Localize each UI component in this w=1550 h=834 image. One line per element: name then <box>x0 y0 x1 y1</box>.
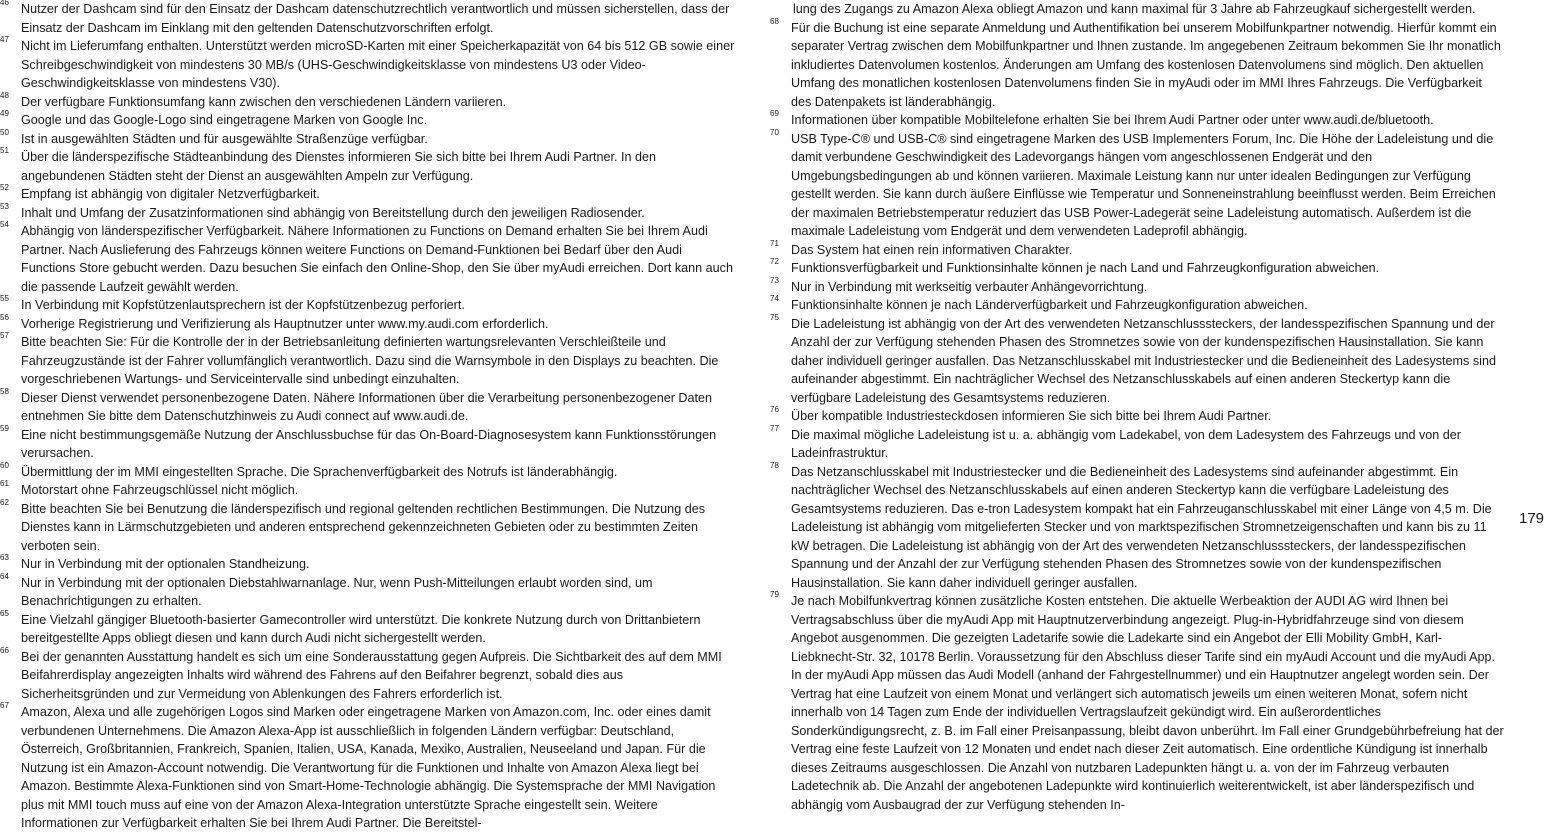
footnote-text: Eine Vielzahl gängiger Bluetooth-basierter Gamecontroller wird unterstützt. Die konkrete Nutzung durch von Drittanbietern bereitgestellte Apps obliegt diesen und kann durch Audi nicht sichergestellt werden. <box>21 612 701 645</box>
footnote-number: 78 <box>770 460 779 470</box>
footnote-item <box>0 201 735 223</box>
footnote-number: 58 <box>0 386 9 396</box>
footnote-number: 53 <box>0 201 9 211</box>
footnote-text: Funktionsverfügbarkeit und Funktionsinhalte können je nach Land und Fahrzeugkonfiguration abweichen. <box>791 261 1380 275</box>
footnote-item <box>770 16 1505 112</box>
footnote-number: 68 <box>770 16 779 26</box>
footnote-item <box>0 645 735 704</box>
footnote-number: 72 <box>770 257 779 266</box>
footnote-item <box>0 37 735 93</box>
footnote-item <box>0 185 735 204</box>
footnote-text: Informationen über kompatible Mobiltelefone erhalten Sie bei Ihrem Audi Partner oder unter www.audi.de/bluetooth. <box>791 113 1434 127</box>
footnote-number: 77 <box>770 423 779 433</box>
footnote-item <box>0 0 735 37</box>
footnote-item <box>770 259 1505 278</box>
footnote-number: 61 <box>0 479 9 488</box>
footnote-text: Empfang ist abhängig von digitaler Netzverfügbarkeit. <box>21 187 320 201</box>
footnote-number: 73 <box>770 275 779 285</box>
footnote-number: 79 <box>770 590 779 599</box>
footnote-text: Bitte beachten Sie: Für die Kontrolle der in der Betriebsanleitung definierten wartungsrelevanten Verschleißteile und Fahrzeugzustände ist der Fahrer vollumfänglich verantwortlich. Dazu sind die Warnsymbole in den Displays zu beachten. Die vorgeschriebenen Wartungs- und Serviceintervalle sind unbedingt einzuhalten. <box>21 335 719 386</box>
footnote-text: Dieser Dienst verwendet personenbezogene Daten. Nähere Informationen über die Verarbeitung personenbezogener Daten entnehmen Sie bitte dem Datenschutzhinweis zu Audi connect auf www.audi.de. <box>21 390 713 423</box>
footnote-text: Google und das Google-Logo sind eingetragene Marken von Google Inc. <box>21 113 428 127</box>
footnote-text: Übermittlung der im MMI eingestellten Sprache. Die Sprachenverfügbarkeit des Notrufs ist länderabhängig. <box>21 464 618 479</box>
footnote-number: 60 <box>0 460 9 470</box>
footnote-item <box>770 296 1505 315</box>
footnote-item <box>0 703 735 833</box>
footnote-number: 65 <box>0 608 9 618</box>
footnote-text: Über kompatible Industriesteckdosen informieren Sie sich bitte bei Ihrem Audi Partner. <box>791 409 1272 423</box>
footnote-number: 46 <box>0 0 9 7</box>
footnote-number: 57 <box>0 331 9 340</box>
footnote-number: 52 <box>0 183 9 192</box>
footnote-item <box>770 460 1505 593</box>
footnotes-left-column <box>0 0 735 833</box>
footnote-text: Vorherige Registrierung und Verifizierung als Hauptnutzer unter www.my.audi.com erforderlich. <box>21 316 549 331</box>
footnote-number: 69 <box>770 109 779 118</box>
footnote-text: Nicht im Lieferumfang enthalten. Unterstützt werden microSD-Karten mit einer Speicherkapazität von 64 bis 512 GB sowie einer Schreibgeschwindigkeit von mindestens 30 MB/s (UHS-Geschwindigkeitsklasse von mindestens U3 oder Video-Geschwindigkeitsklasse von mindestens V30). <box>21 39 735 90</box>
footnote-number: 71 <box>770 238 779 248</box>
footnote-text: Abhängig von länderspezifischer Verfügbarkeit. Nähere Informationen zu Functions on Demand erhalten Sie bei Ihrem Audi Partner. Nach Auslieferung des Fahrzeugs können weitere Functions on Demand-Funktionen bei Bedarf über den Audi Functions Store gebucht werden. Dazu besuchen Sie einfach den Online-Shop, den Sie über myAudi erreichen. Dort kann auch die passende Laufzeit gewählt werden. <box>21 224 733 294</box>
footnote-continuation: lung des Zugangs zu Amazon Alexa obliegt Amazon und kann maximal für 3 Jahre ab Fahrzeugkauf sichergestellt werden. <box>793 2 1476 16</box>
footnote-item <box>0 481 735 500</box>
footnote-text: Inhalt und Umfang der Zusatzinformationen sind abhängig von Bereitstellung durch den jeweiligen Radiosender. <box>21 205 645 220</box>
footnote-number: 76 <box>770 405 779 414</box>
footnote-item <box>0 571 735 611</box>
footnote-number: 67 <box>0 701 9 710</box>
footnote-list <box>0 0 735 833</box>
footnote-item <box>0 333 735 389</box>
footnote-item <box>0 460 735 482</box>
footnote-number: 54 <box>0 220 9 229</box>
footnote-number: 74 <box>770 294 779 303</box>
footnote-number: 51 <box>0 146 9 155</box>
footnote-item <box>0 296 735 315</box>
footnote-number: 70 <box>770 127 779 137</box>
footnote-number: 50 <box>0 127 9 137</box>
footnote-text: Eine nicht bestimmungsgemäße Nutzung der Anschlussbuchse für das On-Board-Diagnosesystem kann Funktionsstörungen verursachen. <box>21 427 717 460</box>
footnote-text: In Verbindung mit Kopfstützenlautsprechern ist der Kopfstützenbezug perforiert. <box>21 298 465 312</box>
footnote-text: Funktionsinhalte können je nach Länderverfügbarkeit und Fahrzeugkonfiguration abweichen. <box>791 298 1308 312</box>
footnote-text: Motorstart ohne Fahrzeugschlüssel nicht möglich. <box>21 483 299 497</box>
footnote-item <box>0 127 735 149</box>
page-number: 179 <box>1519 510 1545 527</box>
footnote-number: 47 <box>0 35 9 44</box>
footnote-number: 63 <box>0 553 9 562</box>
footnote-item <box>0 423 735 463</box>
footnote-text: Die maximal mögliche Ladeleistung ist u. a. abhängig vom Ladekabel, von dem Ladesystem des Fahrzeugs und von der Ladeinfrastruktur. <box>791 427 1461 460</box>
footnote-item <box>770 423 1505 463</box>
footnote-text: Über die länderspezifische Städteanbindung des Dienstes informieren Sie sich bitte bei Ihrem Audi Partner. In den angebundenen Städten steht der Dienst an ausgewählten Ampeln zur Verfügung. <box>21 150 656 183</box>
footnote-text: Amazon, Alexa und alle zugehörigen Logos sind Marken oder eingetragene Marken von Amazon.com, Inc. oder eines damit verbundenen Unternehmens. Die Amazon Alexa-App ist ausschließlich in folgenden Ländern verfügbar: Deutschland, Österreich, Großbritannien, Frankreich, Spanien, Italien, USA, Kanada, Mexiko, Australien, Neuseeland und Japan. Für die Nutzung ist ein Amazon-Account notwendig. Die Verantwortung für die Funktionen und Inhalte von Amazon Alexa liegt bei Amazon. Bestimmte Alexa-Funktionen sind von Smart-Home-Technologie abhängig. Die Systemsprache der MMI Navigation plus mit MMI touch muss auf eine von der Amazon Alexa-Integration unterstützte Sprache eingestellt sein. Weitere Informationen zur Verfügbarkeit erhalten Sie bei Ihrem Audi Partner. Die Bereitstel- <box>21 705 716 830</box>
footnote-item <box>0 497 735 556</box>
footnotes-right-column <box>770 0 1505 814</box>
footnote-item <box>0 312 735 334</box>
footnote-number: 56 <box>0 312 9 322</box>
footnote-item <box>770 111 1505 130</box>
footnote-item <box>770 127 1505 241</box>
footnote-text: Nur in Verbindung mit der optionalen Diebstahlwarnanlage. Nur, wenn Push-Mitteilungen erlaubt worden sind, um Benachrichtigungen zu erhalten. <box>21 575 653 608</box>
footnote-text: Nur in Verbindung mit werkseitig verbauter Anhängevorrichtung. <box>791 279 1148 294</box>
footnote-text: Bitte beachten Sie bei Benutzung die länderspezifisch und regional geltenden rechtlichen Bestimmungen. Die Nutzung des Dienstes kann in Lärmschutzgebieten und anderen entsprechend gekennzeichneten Gebieten oder zu bestimmten Zeiten verboten sein. <box>21 501 705 553</box>
footnote-text: Je nach Mobilfunkvertrag können zusätzliche Kosten entstehen. Die aktuelle Werbeaktion der AUDI AG wird Ihnen bei Vertragsabschluss über die myAudi App mit Hauptnutzerverbindung angezeigt. Plug-in-Hybridfahrzeuge sind von diesem Angebot ausgenommen. Die gezeigten Ladetarife sowie die Ladekarte sind ein Angebot der Elli Mobility GmbH, Karl-Liebknecht-Str. 32, 10178 Berlin. Voraussetzung für den Abschluss dieser Tarife sind ein myAudi Account und die myAudi App. In der myAudi App müssen das Audi Modell (anhand der Fahrgestellnummer) und ein Hauptnutzer angelegt worden sein. Der Vertrag hat eine Laufzeit von einem Monat und verlängert sich automatisch jeweils um einen weiteren Monat, sofern nicht innerhalb von 14 Tagen zum Ende der individuellen Vertragslaufzeit gekündigt wird. Ein außerordentliches Sonderkündigungsrecht, z. B. im Fall einer Preisanpassung, bleibt davon unberührt. Im Fall einer Grundgebührbefreiung hat der Vertrag eine feste Laufzeit von 12 Monaten und endet nach dieser Zeit automatisch. Eine ordentliche Kündigung ist innerhalb dieses Zeitraums ausgeschlossen. Die Anzahl von nutzbaren Ladepunkten hängt u. a. von der im Fahrzeug verbauten Ladetechnik ab. Die Anzahl der angebotenen Ladepunkte wird kontinuierlich weiterentwickelt, ist aber länderspezifisch und abhängig vom Ausbaugrad der zur Verfügung stehenden In- <box>791 594 1504 812</box>
footnote-item <box>0 148 735 185</box>
footnote-text: Nur in Verbindung mit der optionalen Standheizung. <box>21 557 310 571</box>
footnote-item <box>0 90 735 112</box>
footnote-number: 48 <box>0 90 9 100</box>
footnote-number: 75 <box>770 312 779 322</box>
footnote-text: Die Ladeleistung ist abhängig von der Art des verwendeten Netzanschlusssteckers, der landesspezifischen Spannung und der Anzahl der zur Verfügung stehenden Phasen des Stromnetzes sowie von der kundenspezifischen Hausinstallation. Sie kann daher individuell geringer ausfallen. Das Netzanschlusskabel mit Industriestecker und die Bedieneinheit des Ladesystems sind aufeinander abgestimmt. Ein nachträglicher Wechsel des Netzanschlusskabels auf einen anderen Steckertyp kann die verfügbare Ladeleistung des Gesamtsystems reduzieren. <box>791 316 1496 405</box>
footnote-text: USB Type-C® und USB-C® sind eingetragene Marken des USB Implementers Forum, Inc. Die Höhe der Ladeleistung und die damit verbundene Geschwindigkeit des Ladevorgangs hängen vom angeschlossenen Endgerät und den Umgebungsbedingungen ab und können variieren. Maximale Leistung kann nur unter idealen Bedingungen zur Verfügung gestellt werden. Sie kann durch äußere Einflüsse wie Temperatur und Sonneneinstrahlung beeinflusst werden. Beim Erreichen der maximalen Betriebstemperatur reduziert das USB Power-Ladegerät seine Ladeleistung automatisch. Außerdem ist die maximale Ladeleistung vom Endgerät und dem verwendeten Ladeprofil abhängig. <box>791 131 1496 238</box>
footnote-item <box>0 386 735 426</box>
footnote-text: Für die Buchung ist eine separate Anmeldung und Authentifikation bei unserem Mobilfunkpartner notwendig. Hierfür kommt ein separater Vertrag zwischen dem Mobilfunkpartner und Ihnen zustande. Im angegebenen Zeitraum bekommen Sie Ihr monatlich inkludiertes Datenvolumen kostenlos. Änderungen am Umfang des kostenlosen Datenvolumens sind möglich. Den aktuellen Umfang des monatlichen kostenlosen Datenvolumens finden Sie in myAudi oder im MMI Ihres Fahrzeugs. Die Verfügbarkeit des Datenpakets ist länderabhängig. <box>791 20 1501 109</box>
footnote-text: Bei der genannten Ausstattung handelt es sich um eine Sonderausstattung gegen Aufpreis. Die Sichtbarkeit des auf dem MMI Beifahrerdisplay angezeigten Inhalts wird während des Fahrens auf den Beifahrer begrenzt, sobald dies aus Sicherheitsgründen und zur Vermeidung von Ablenkungen des Fahrers erforderlich ist. <box>21 649 722 701</box>
footnote-item <box>0 222 735 296</box>
footnote-item <box>0 555 735 574</box>
footnote-item <box>770 238 1505 260</box>
footnote-item <box>770 407 1505 426</box>
footnote-number: 55 <box>0 294 9 303</box>
footnote-text: Nutzer der Dashcam sind für den Einsatz der Dashcam datenschutzrechtlich verantwortlich und müssen sicherstellen, dass der Einsatz der Dashcam im Einklang mit den geltenden Datenschutzvorschriften erfolgt. <box>21 2 730 35</box>
footnote-text: Das Netzanschlusskabel mit Industriestecker und die Bedieneinheit des Ladesystems sind aufeinander abgestimmt. Ein nachträglicher Wechsel des Netzanschlusskabels auf einen anderen Steckertyp kann die verfügbare Ladeleistung des Gesamtsystems reduzieren. Das e-tron Ladesystem kompakt hat ein Fahrzeuganschlusskabel mit einer Länge von 4,5 m. Die Ladeleistung ist abhängig vom mitgelieferten Stecker und von marktspezifischen Stromnetzeigenschaften und kann bis zu 11 kW betragen. Die Ladeleistung ist abhängig von der Art des verwendeten Netzanschlusssteckers, der landesspezifischen Spannung und der Anzahl der zur Verfügung stehenden Phasen des Stromnetzes sowie von der kundenspezifischen Hausinstallation. Sie kann daher individuell geringer ausfallen. <box>791 464 1492 590</box>
footnote-number: 64 <box>0 571 9 581</box>
footnote-item <box>770 275 1505 297</box>
footnote-item <box>0 111 735 130</box>
footnote-text: Das System hat einen rein informativen Charakter. <box>791 242 1073 257</box>
footnote-text: Der verfügbare Funktionsumfang kann zwischen den verschiedenen Ländern variieren. <box>21 94 507 109</box>
footnote-item <box>770 312 1505 408</box>
footnote-item <box>770 592 1505 814</box>
footnote-item <box>0 608 735 648</box>
footnote-number: 66 <box>0 645 9 655</box>
footnote-list <box>770 16 1505 815</box>
footnote-text: Ist in ausgewählten Städten und für ausgewählte Straßenzüge verfügbar. <box>21 131 428 146</box>
footnote-number: 49 <box>0 109 9 118</box>
footnote-number: 59 <box>0 423 9 433</box>
footnote-number: 62 <box>0 497 9 507</box>
